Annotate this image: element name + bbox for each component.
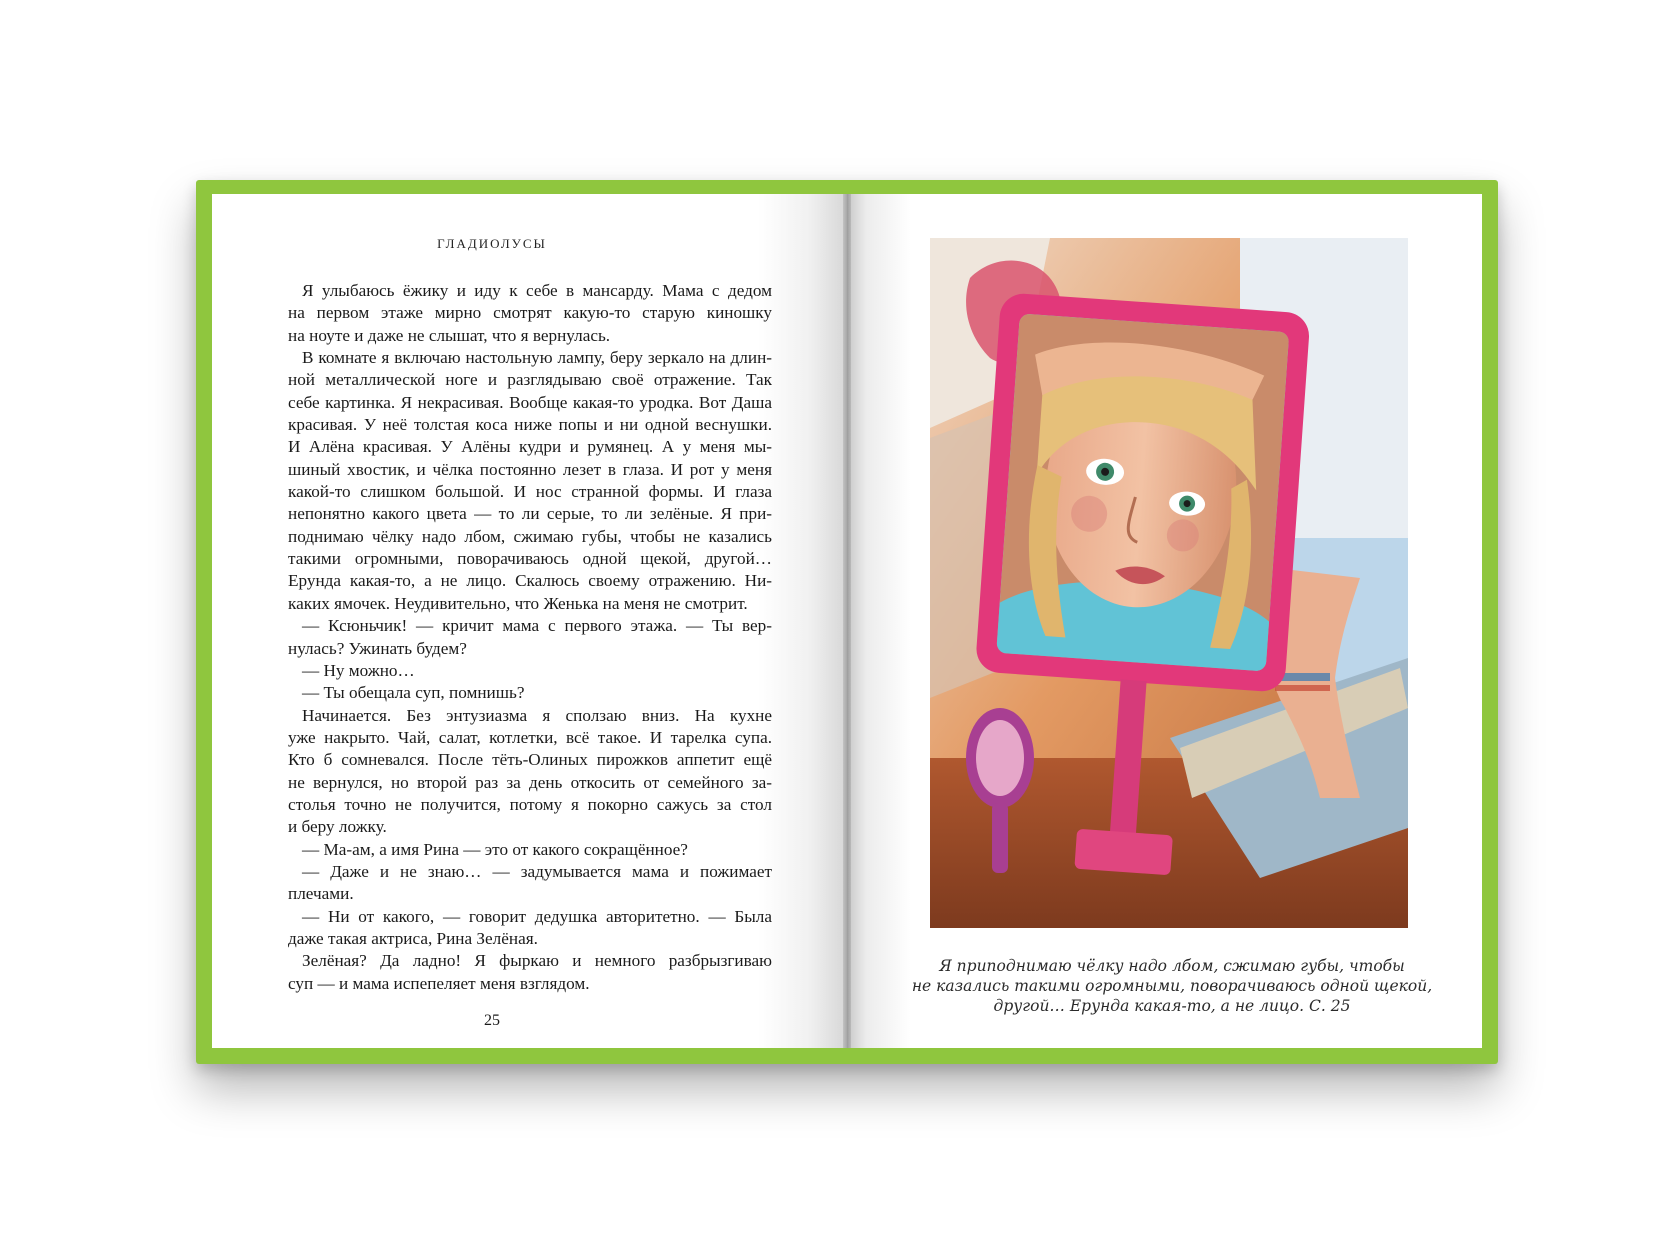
text-line: плечами. (288, 884, 354, 904)
body-text (288, 280, 772, 995)
text-line: Кто б сомневался. После тёть-Олиных пирожков аппетит ещё (288, 750, 772, 770)
girl-with-mirror-illustration (930, 238, 1408, 928)
text-line: шиный хвостик, и чёлка постоянно лезет в глаза. И рот у меня (288, 459, 772, 479)
text-line: нулась? Ужинать будем? (288, 638, 467, 658)
text-line: Я улыбаюсь ёжику и иду к себе в мансарду. Мама с дедом (302, 281, 772, 300)
left-page (212, 194, 847, 1048)
running-head: ГЛАДИОЛУСЫ (437, 236, 547, 251)
right-page (847, 194, 1482, 1048)
text-line: Зелёная? Да ладно! Я фыркаю и немного разбрызгиваю (302, 951, 772, 971)
text-line: каких ямочек. Неудивительно, что Женька на меня не смотрит. (288, 593, 748, 613)
text-line: даже такая актриса, Рина Зелёная. (288, 928, 538, 948)
text-line: — Ма-ам, а имя Рина — это от какого сокращённое? (302, 839, 688, 859)
text-line: поднимаю чёлку надо лбом, сжимаю губы, чтобы не казались (288, 526, 772, 546)
text-line: — Ни от какого, — говорит дедушка авторитетно. — Была (302, 906, 772, 926)
page-number: 25 (484, 1012, 500, 1029)
text-line: — Ксюньчик! — кричит мама с первого этажа. — Ты вер- (302, 616, 772, 636)
text-line: суп — и мама испепеляет меня взглядом. (288, 973, 590, 993)
text-line: на первом этаже мирно смотрят какую-то старую киношку (288, 303, 772, 323)
illustration (930, 238, 1408, 928)
text-line: такими огромными, поворачиваюсь одной щекой, другой… (288, 549, 772, 569)
book-gutter (843, 194, 851, 1048)
text-line: — Ты обещала суп, помнишь? (302, 683, 525, 703)
caption-line: Я приподнимаю чёлку надо лбом, сжимаю губы, чтобы (939, 957, 1405, 975)
caption-line: не казались такими огромными, поворачиваюсь одной щекой, (911, 977, 1433, 995)
text-line: — Ну можно… (302, 660, 415, 680)
text-line: столья точно не получится, потому я покорно сажусь за стол (288, 794, 772, 814)
text-line: себе картинка. Я некрасивая. Вообще какая-то уродка. Вот Даша (288, 392, 772, 412)
text-line: на ноуте и даже не слышат, что я вернулась. (288, 325, 611, 345)
text-line: какой-то слишком большой. И нос странной формы. И глаза (288, 482, 772, 502)
text-line: И Алёна красивая. У Алёны кудри и румянец. А у меня мы- (288, 437, 772, 457)
caption-line: другой… Ерунда какая-то, а не лицо. С. 25 (993, 997, 1351, 1015)
text-line: В комнате я включаю настольную лампу, беру зеркало на длин- (302, 348, 772, 368)
text-line: — Даже и не знаю… — задумывается мама и пожимает (302, 861, 772, 881)
text-line: Начинается. Без энтузиазма я сползаю вниз. На кухне (302, 705, 772, 725)
text-line: уже накрыто. Чай, салат, котлетки, всё такое. И тарелка супа. (288, 727, 772, 747)
open-book (196, 180, 1498, 1064)
text-line: непонятно какого цвета — то ли серые, то ли зелёные. Я при- (288, 504, 772, 524)
text-line: Ерунда какая-то, а не лицо. Скалюсь своему отражению. Ни- (288, 571, 772, 591)
text-line: и беру ложку. (288, 817, 387, 837)
text-line: ной металлической ноге и разглядываю своё отражение. Так (288, 370, 772, 390)
text-line: красивая. У неё толстая коса ниже попы и ни одной веснушки. (288, 415, 772, 435)
text-line: не вернулся, но второй раз за день откосить от семейного за- (288, 772, 772, 792)
illustration-caption (907, 956, 1437, 1016)
